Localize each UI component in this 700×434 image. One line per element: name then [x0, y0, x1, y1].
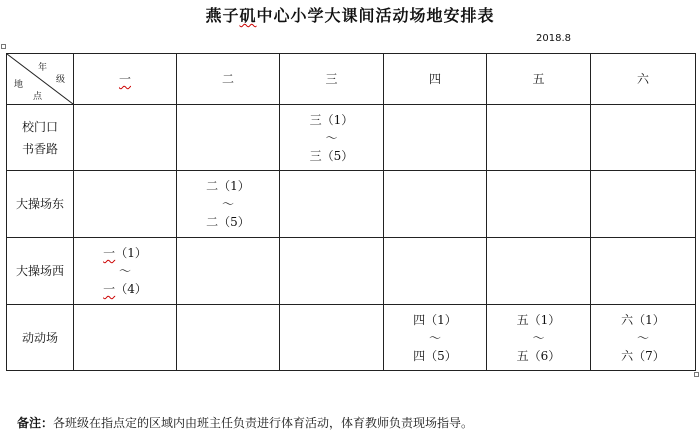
header-row: [7, 54, 696, 105]
range-tilde: ～: [221, 197, 234, 211]
grade-header-6: 六: [591, 54, 696, 105]
class-range-start: 四（1）: [413, 312, 457, 327]
page-title: [0, 3, 700, 26]
table-row: [7, 238, 696, 305]
table-cell: [280, 238, 384, 305]
table-cell: [74, 305, 177, 371]
table-cell: [487, 305, 591, 371]
location-label: 书香路: [21, 141, 58, 156]
remark-note: [17, 414, 473, 431]
table-cell: [74, 105, 177, 171]
table-move-handle[interactable]: [1, 44, 6, 49]
table-cell: [591, 105, 696, 171]
table-cell: [591, 305, 696, 371]
class-range-start: [74, 244, 176, 262]
table-cell: [74, 171, 177, 238]
table-cell: [591, 238, 696, 305]
grade-header-3: 三: [280, 54, 384, 105]
table-cell: [177, 105, 280, 171]
class-range-start: 二（1）: [206, 179, 250, 193]
location-cell: [7, 105, 74, 171]
table-cell: [74, 238, 177, 305]
location-cell: 大操场西: [7, 238, 74, 305]
table-cell: [177, 171, 280, 238]
grade-header-4: 四: [384, 54, 487, 105]
table-cell: [384, 238, 487, 305]
title-part: 中心小学大课间活动场地安排表: [256, 6, 495, 25]
range-tilde: ～: [636, 330, 649, 345]
table-row: [7, 171, 696, 238]
table-row: [7, 305, 696, 371]
diagonal-header-cell: [7, 54, 74, 105]
class-range-end: 二（5）: [206, 215, 250, 229]
remark-text: 各班级在指点定的区域内由班主任负责进行体育活动，体育教师负责现场指导。: [53, 416, 474, 430]
table-cell: [280, 171, 384, 238]
class-range-start: 六（1）: [621, 312, 665, 327]
grade-label: 一: [118, 72, 131, 86]
table-cell: [384, 105, 487, 171]
range-tilde: ～: [325, 130, 338, 145]
class-range-end: 六（7）: [621, 348, 665, 363]
class-grade-char: 一: [103, 282, 116, 296]
table-cell: [384, 171, 487, 238]
location-label: 校门口: [21, 119, 58, 134]
corner-grade-char: 级: [56, 75, 66, 85]
table-cell: [384, 305, 487, 371]
table-cell: [487, 171, 591, 238]
table-cell: [280, 105, 384, 171]
range-tilde: ～: [118, 264, 131, 278]
location-cell: 大操场东: [7, 171, 74, 238]
title-spellcheck-word: 矶: [239, 6, 257, 25]
class-number: （4）: [115, 282, 147, 296]
grade-header-1: [74, 54, 177, 105]
location-cell: 动动场: [7, 305, 74, 371]
class-range-end: 三（5）: [309, 148, 354, 163]
grade-header-5: 五: [487, 54, 591, 105]
table-cell: [487, 238, 591, 305]
class-range-start: 三（1）: [309, 112, 354, 127]
title-part: 燕子: [205, 6, 240, 25]
class-range-end: 五（6）: [516, 348, 561, 363]
table-resize-handle[interactable]: [694, 372, 699, 377]
table-cell: [177, 305, 280, 371]
class-grade-char: 一: [103, 246, 116, 260]
corner-grade-char: 年: [38, 63, 48, 73]
class-number: （1）: [115, 246, 147, 260]
remark-label: 备注：: [17, 416, 54, 430]
range-tilde: ～: [428, 330, 441, 345]
corner-place-char: 点: [33, 92, 43, 102]
table-cell: [177, 238, 280, 305]
corner-place-char: 地: [14, 80, 24, 90]
class-range-start: 五（1）: [516, 312, 561, 327]
table-cell: [591, 171, 696, 238]
table-cell: [487, 105, 591, 171]
schedule-table: [6, 53, 696, 371]
class-range-end: [74, 280, 176, 298]
table-row: [7, 105, 696, 171]
grade-header-2: 二: [177, 54, 280, 105]
range-tilde: ～: [532, 330, 545, 345]
class-range-end: 四（5）: [413, 348, 457, 363]
table-cell: [280, 305, 384, 371]
date-label: 2018.8: [536, 33, 571, 44]
